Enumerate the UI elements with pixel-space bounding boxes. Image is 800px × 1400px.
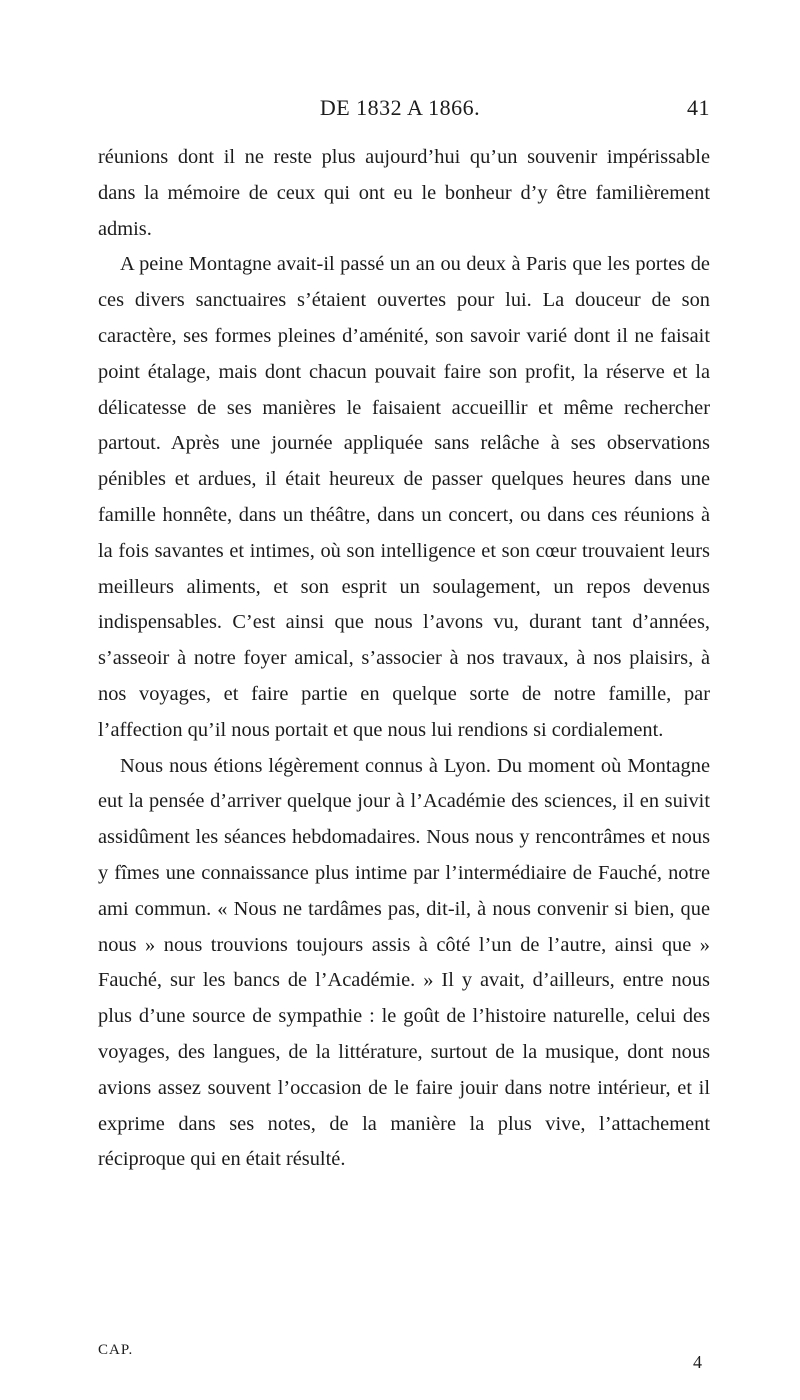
page-footer [0, 1342, 800, 1382]
paragraph-continuation: réunions dont il ne reste plus aujourd’hui qu’un souvenir impérissable dans la mémoire de ceux qui ont eu le bonheur d’y être familièrement admis. [98, 146, 710, 240]
body-text [98, 140, 710, 1178]
gathering-mark: 4 [693, 1352, 702, 1372]
paragraph-montagne-paris: A peine Montagne avait-il passé un an ou deux à Paris que les portes de ces divers sanctuaires s’étaient ouvertes pour lui. La douceur de son caractère, ses formes pleines d’aménité, son savoir varié dont il ne faisait point étalage, mais dont chacun pouvait faire son profit, la réserve et la délicatesse de ses manières le faisaient accueillir et même rechercher partout. Après une journée appliquée sans relâche à ses observations pénibles et ardues, il était heureux de passer quelques heures dans une famille honnête, dans un théâtre, dans un concert, ou dans ces réunions à la fois savantes et intimes, où son intelligence et son cœur trouvaient leurs meilleurs aliments, et son esprit un soulagement, un repos devenus indispensables. C’est ainsi que nous l’avons vu, durant tant d’années, s’asseoir à notre foyer amical, s’associer à nos travaux, à nos plaisirs, à nos voyages, et faire partie en quelque sorte de notre famille, par l’affection qu’il nous portait et que nous lui rendions si cordialement. [98, 253, 710, 741]
page-number: 41 [687, 95, 710, 120]
paragraph-lyon-academie: Nous nous étions légèrement connus à Lyon. Du moment où Montagne eut la pensée d’arriver quelque jour à l’Académie des sciences, il en suivit assidûment les séances hebdomadaires. Nous nous y rencontrâmes et nous y fîmes une connaissance plus intime par l’intermédiaire de Fauché, notre ami commun. « Nous ne tardâmes pas, dit-il, à nous convenir si bien, que nous » nous trouvions toujours assis à côté l’un de l’autre, ainsi que » Fauché, sur les bancs de l’Académie. » Il y avait, d’ailleurs, entre nous plus d’une source de sympathie : le goût de l’histoire naturelle, celui des voyages, des langues, de la littérature, surtout de la musique, dont nous avions assez souvent l’occasion de le faire jouir dans notre intérieur, et il exprime dans ses notes, de la manière la plus vive, l’attachement réciproque qui en était résulté. [98, 754, 710, 1171]
running-head [0, 95, 800, 125]
running-title: DE 1832 A 1866. [319, 95, 481, 120]
printer-signature: CAP. [98, 1342, 134, 1358]
